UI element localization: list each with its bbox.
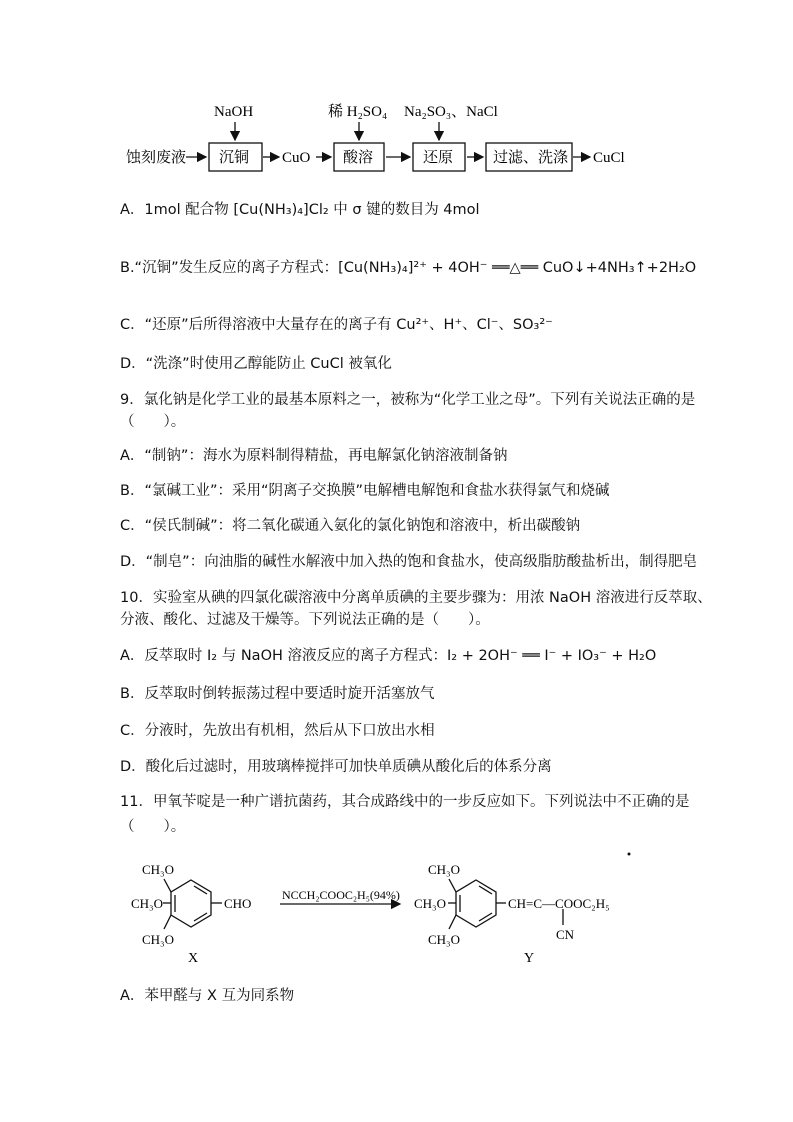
q9-option-d: D．“制皂”：向油脂的碱性水解液中加入热的饱和食盐水，使高级脂肪酸盐析出，制得肥皂 [120, 554, 698, 570]
y-methoxy-bottom: CH₃O [428, 932, 460, 947]
flow-product-cucl: CuCl [593, 150, 625, 166]
q9-stem-line2: （ ）。 [120, 414, 186, 430]
x-methoxy-bottom: CH₃O [142, 932, 174, 947]
y-cyano-group: CN [556, 927, 575, 942]
x-methoxy-mid: CH₃O [131, 896, 163, 911]
q11-option-a: A．苯甲醛与 X 互为同系物 [120, 988, 295, 1004]
flow-reagent-na2so3-nacl: Na₂SO₃、NaCl [404, 104, 498, 120]
q11-stem-line1: 11．甲氧苄啶是一种广谱抗菌药，其合成路线中的一步反应如下。下列说法中不正确的是 [120, 794, 690, 810]
flow-box3-label: 还原 [423, 150, 454, 166]
flow-box2-label: 酸溶 [343, 150, 374, 166]
molecule-x [164, 879, 222, 929]
flow-intermediate-cuo: CuO [282, 150, 311, 166]
q10-option-c: C．分液时，先放出有机相，然后从下口放出水相 [120, 723, 435, 739]
stray-dot [628, 853, 631, 856]
q8-option-a: A．1mol 配合物 [Cu(NH₃)₄]Cl₂ 中 σ 键的数目为 4mol [120, 202, 480, 218]
q8-option-c: C．“还原”后所得溶液中大量存在的离子有 Cu²⁺、H⁺、Cl⁻、SO₃²⁻ [120, 317, 553, 333]
label-y: Y [524, 951, 535, 966]
flow-reagent-naoh: NaOH [214, 104, 254, 120]
process-flow-diagram [0, 0, 793, 190]
q10-stem-line2: 分液、酸化、过滤及干燥等。下列说法正确的是（ ）。 [120, 612, 490, 628]
q8-option-b: B.“沉铜”发生反应的离子方程式：[Cu(NH₃)₄]²⁺ + 4OH⁻ ══△══ CuO↓+4NH₃↑+2H₂O [120, 260, 697, 276]
y-side-chain: CH=C—COOC₂H₅ [508, 896, 610, 911]
q10-option-b: B．反萃取时倒转振荡过程中要适时旋开活塞放气 [120, 686, 435, 702]
q10-option-a: A．反萃取时 I₂ 与 NaOH 溶液反应的离子方程式：I₂ + 2OH⁻ ══ I⁻ + IO₃⁻ + H₂O [120, 648, 657, 664]
y-methoxy-top: CH₃O [428, 862, 460, 877]
q8-option-d: D．“洗涤”时使用乙醇能防止 CuCl 被氧化 [120, 356, 392, 372]
flow-start-label: 蚀刻废液 [126, 150, 187, 166]
x-aldehyde-group: CHO [224, 896, 252, 911]
q9-option-a: A．“制钠”：海水为原料制得精盐，再电解氯化钠溶液制备钠 [120, 448, 508, 464]
q9-option-c: C．“侯氏制碱”：将二氧化碳通入氨化的氯化钠饱和溶液中，析出碳酸钠 [120, 518, 581, 534]
q9-option-b: B．“氯碱工业”：采用“阴离子交换膜”电解槽电解饱和食盐水获得氯气和烧碱 [120, 483, 610, 499]
q11-stem-line2: （ ）。 [120, 819, 186, 835]
q9-stem-line1: 9．氯化钠是化学工业的最基本原料之一，被称为“化学工业之母”。下列有关说法正确的是 [120, 392, 696, 408]
x-methoxy-top: CH₃O [142, 862, 174, 877]
label-x: X [188, 951, 199, 966]
reaction-reagent: NCCH₂COOC₂H₅(94%) [282, 888, 400, 902]
q10-stem-line1: 10．实验室从碘的四氯化碳溶液中分离单质碘的主要步骤为：用浓 NaOH 溶液进行反萃取、 [120, 590, 712, 606]
flow-box1-label: 沉铜 [219, 150, 250, 166]
y-methoxy-mid: CH₃O [414, 896, 446, 911]
flow-box4-label: 过滤、洗涤 [493, 150, 569, 166]
reaction-scheme [0, 845, 793, 975]
flow-reagent-h2so4: 稀 H₂SO₄ [328, 104, 388, 120]
q10-option-d: D．酸化后过滤时，用玻璃棒搅拌可加快单质碘从酸化后的体系分离 [120, 759, 552, 775]
